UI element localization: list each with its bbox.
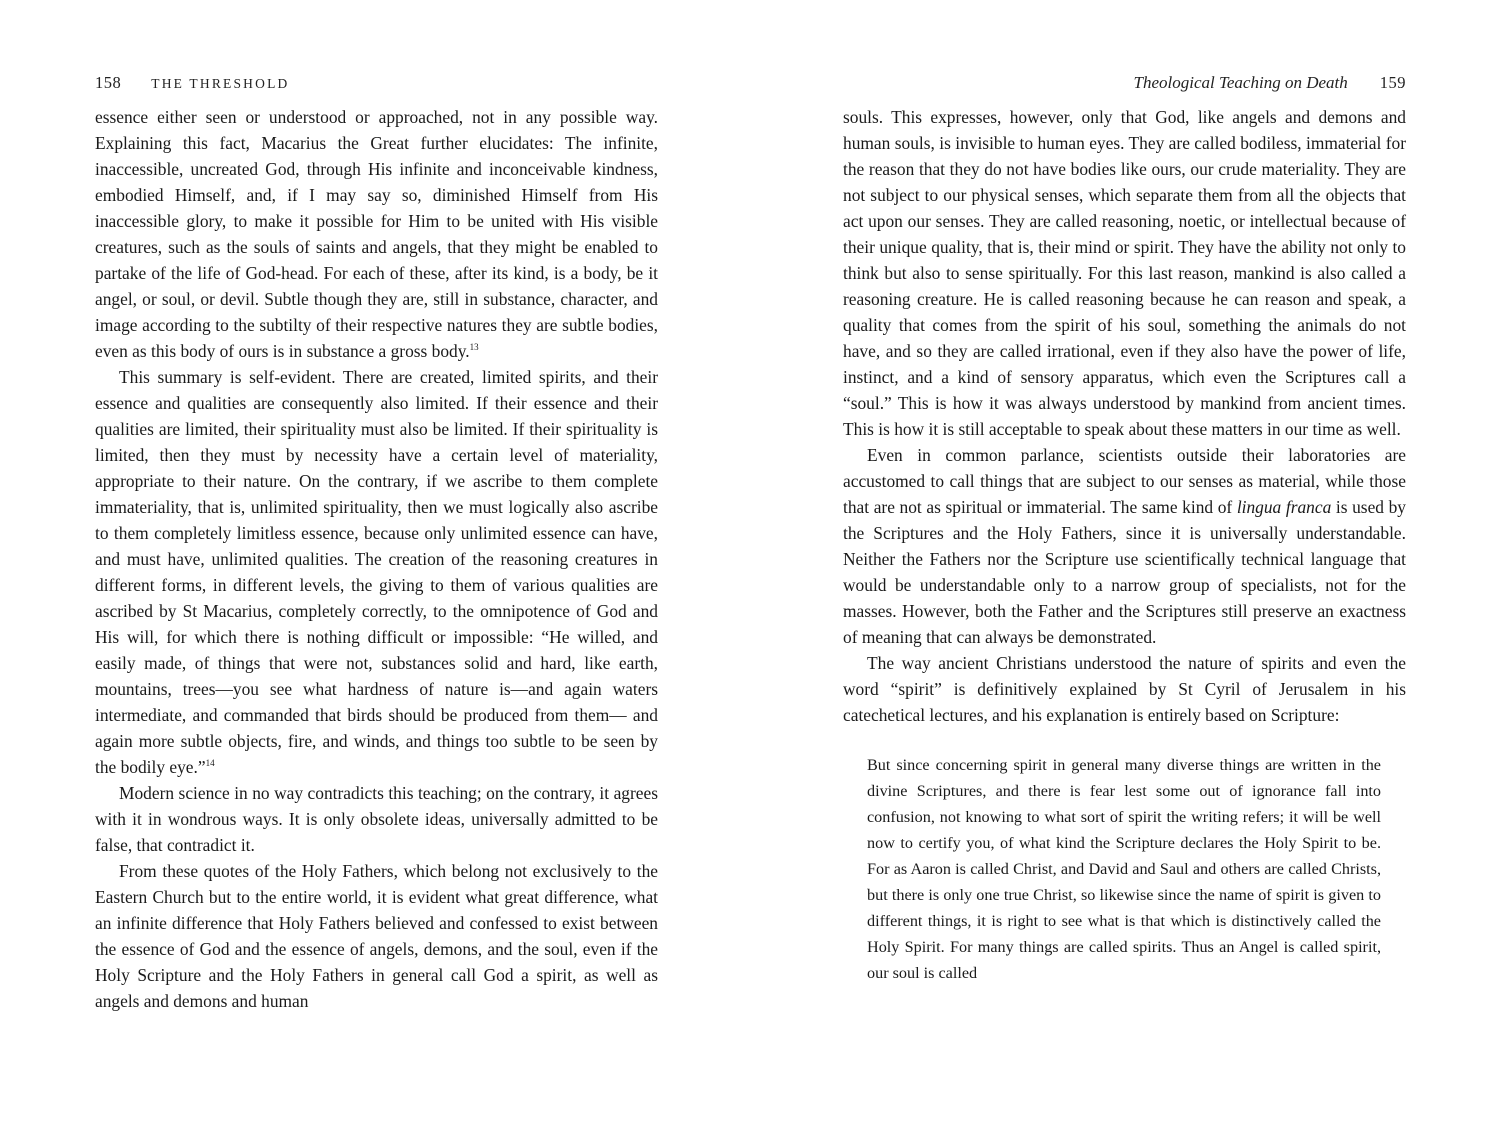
paragraph <box>843 442 1406 650</box>
paragraph-text: essence either seen or understood or approached, not in any possible way. Explaining this fact, Macarius the Great further elucidates: The infinite, inaccessible, uncreated God, through His infinite and inconceivable kindness, embodied Himself, and, if I may say so, diminished Himself from His inaccessible glory, to make it possible for Him to be united with His visible creatures, such as the souls of saints and angels, that they might be enabled to partake of the life of God-head. For each of these, after its kind, is a body, be it angel, or soul, or devil. Subtle though they are, still in substance, character, and image according to the subtilty of their respective natures they are subtle bodies, even as this body of ours is in substance a gross body. <box>95 107 658 361</box>
chapter-title: Theological Teaching on Death <box>1133 73 1348 92</box>
paragraph <box>843 650 1406 728</box>
right-body-text <box>843 104 1406 986</box>
right-page <box>750 0 1500 1125</box>
paragraph-text: From these quotes of the Holy Fathers, which belong not exclusively to the Eastern Church but to the entire world, it is evident what great difference, what an infinite difference that Holy Fathers believed and confessed to exist between the essence of God and the essence of angels, demons, and the soul, even if the Holy Scripture and the Holy Fathers in general call God a spirit, as well as angels and demons and human <box>95 861 658 1011</box>
paragraph-text: is used by the Scriptures and the Holy Fathers, since it is universally understandable. Neither the Fathers nor the Scripture use scientifically technical language that would be understandable only to a narrow group of specialists, not for the masses. However, both the Father and the Scriptures still preserve an exactness of meaning that can always be demonstrated. <box>843 497 1406 647</box>
paragraph <box>95 104 658 364</box>
paragraph <box>843 104 1406 442</box>
paragraph-text: The way ancient Christians understood the nature of spirits and even the word “spirit” is definitively explained by St Cyril of Jerusalem in his catechetical lectures, and his explanation is entirely based on Scripture: <box>843 653 1406 725</box>
paragraph-text: Even in common parlance, scientists outside their laboratories are accustomed to call things that are subject to our senses as material, while those that are not as spiritual or immaterial. The same kind of <box>843 445 1406 517</box>
italic-phrase: lingua franca <box>1236 497 1332 517</box>
paragraph-text: This summary is self-evident. There are created, limited spirits, and their essence and qualities are consequently also limited. If their essence and their qualities are limited, their spirituality must also be limited. If their spirituality is limited, then they must by necessity have a certain level of materiality, appropriate to their nature. On the contrary, if we ascribe to them complete immateriality, that is, unlimited spirituality, then we must logically also ascribe to them completely limitless essence, because only unlimited essence can have, and must have, unlimited qualities. The creation of the reasoning creatures in different forms, in different levels, the giving to them of various qualities are ascribed by St Macarius, completely correctly, to the omnipotence of God and His will, for which there is nothing difficult or impossible: “He willed, and easily made, of things that were not, substances solid and hard, like earth, mountains, trees—you see what hardness of nature is—and again waters intermediate, and commanded that birds should be produced from them— and again more subtle objects, fire, and winds, and things too subtle to be seen by the bodily eye.” <box>95 367 658 777</box>
block-quote: But since concerning spirit in general many diverse things are written in the divine Scriptures, and there is fear lest some out of ignorance fall into confusion, not knowing to what sort of spirit the writing refers; it will be well now to certify you, of what kind the Scripture declares the Holy Spirit to be. For as Aaron is called Christ, and David and Saul and others are called Christs, but there is only one true Christ, so likewise since the name of spirit is given to different things, it is right to see what is that which is distinctively called the Holy Spirit. For many things are called spirits. Thus an Angel is called spirit, our soul is called <box>867 756 1381 982</box>
right-running-head <box>843 72 1406 94</box>
left-body-text <box>95 104 658 1014</box>
left-running-head <box>95 72 658 94</box>
paragraph <box>95 364 658 780</box>
page-number: 159 <box>1379 73 1406 92</box>
page-number: 158 <box>95 73 122 92</box>
footnote-marker: 14 <box>205 758 215 768</box>
paragraph <box>95 780 658 858</box>
paragraph-text: souls. This expresses, however, only that God, like angels and demons and human souls, is invisible to human eyes. They are called bodiless, immaterial for the reason that they do not have bodies like ours, our crude materiality. They are not subject to our physical senses, which separate them from all the objects that act upon our senses. They are called reasoning, noetic, or intellectual because of their unique quality, that is, their mind or spirit. They have the ability not only to think but also to sense spiritually. For this last reason, mankind is also called a reasoning creature. He is called reasoning because he can reason and speak, a quality that comes from the spirit of his soul, something the animals do not have, and so they are called irrational, even if they also have the power of life, instinct, and a kind of sensory apparatus, which even the Scriptures call a “soul.” This is how it was always understood by mankind from ancient times. This is how it is still acceptable to speak about these matters in our time as well. <box>843 107 1406 439</box>
paragraph <box>95 858 658 1014</box>
footnote-marker: 13 <box>469 342 479 352</box>
book-title: THE THRESHOLD <box>151 76 290 91</box>
paragraph-text: Modern science in no way contradicts this teaching; on the contrary, it agrees with it in wondrous ways. It is only obsolete ideas, universally admitted to be false, that contradict it. <box>95 783 658 855</box>
